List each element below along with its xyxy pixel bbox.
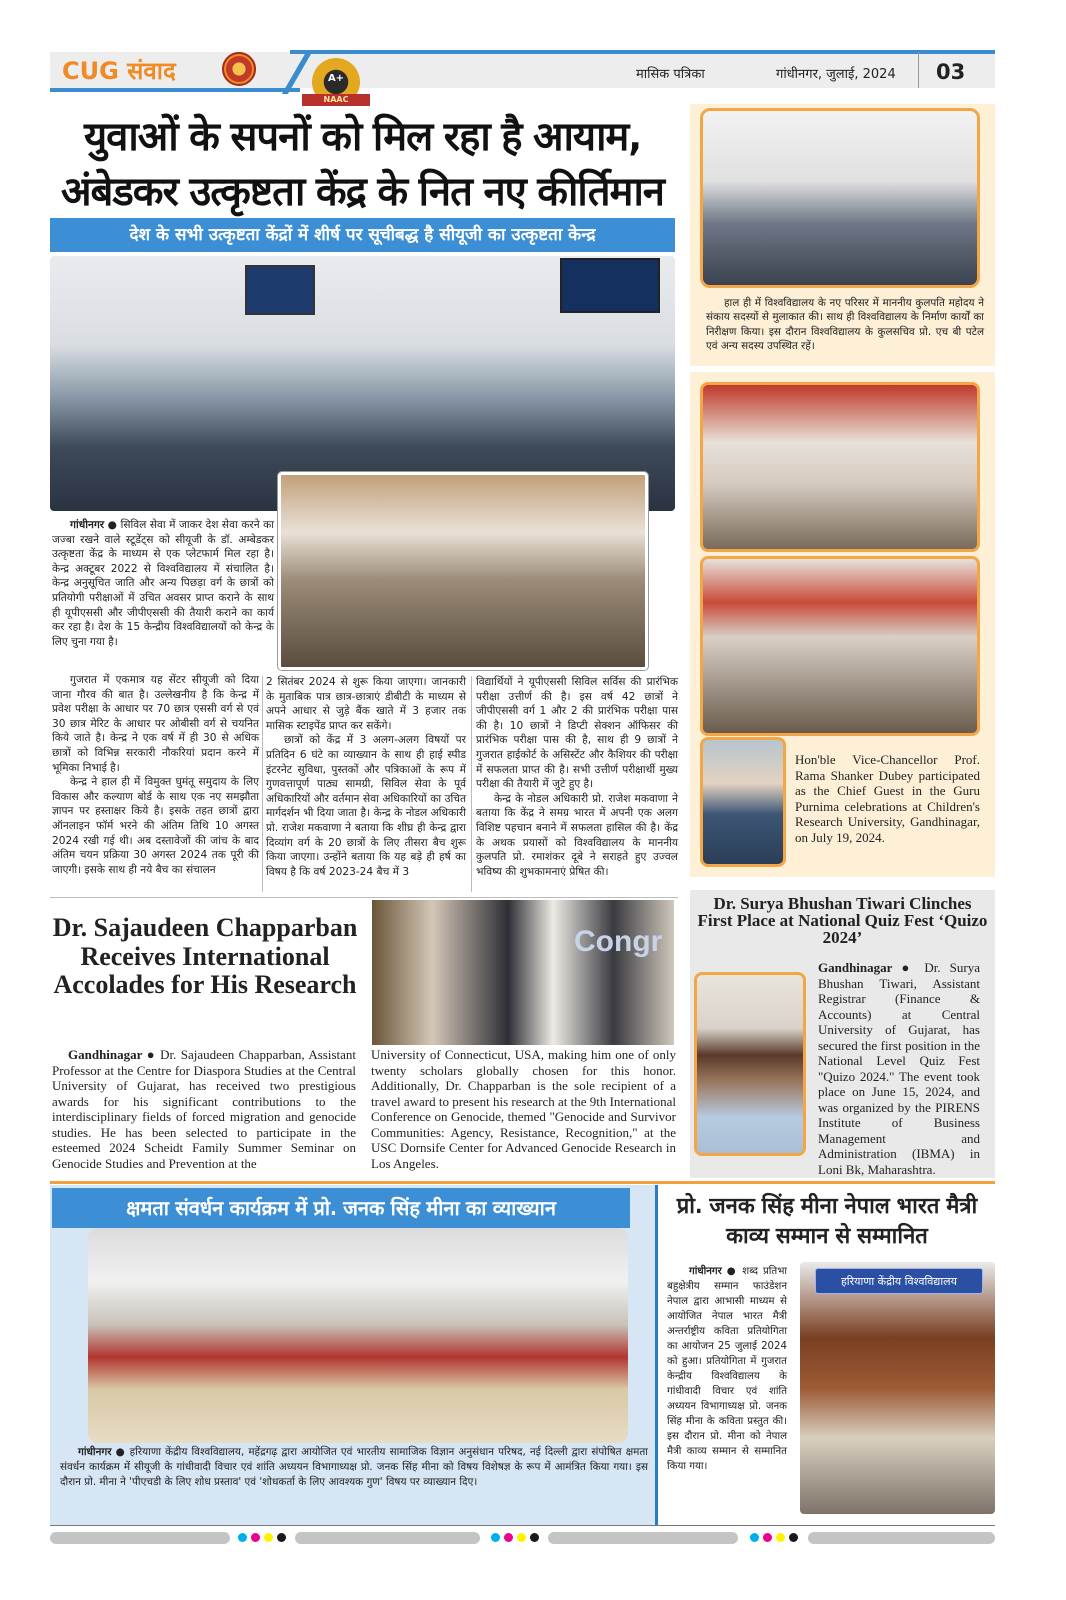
lead-col-2 <box>266 675 466 879</box>
publication-logo: CUG संवाद <box>62 57 176 85</box>
sajaudeen-text-col2: University of Connecticut, USA, making him one of only twenty scholars globally chosen for this honor. Additionally, Dr. Chapparban is the sole recipient of a travel award to present his research at the 9th International Conference on Genocide, themed "Genocide and Survivor Communities: Agency, Resistance, Recognition," at the USC Dornsife Center for Advanced Genocide Research in Los Angeles. <box>371 1047 677 1171</box>
tiwari-dateline: Gandhinagar <box>818 960 893 975</box>
campus-visit-caption: हाल ही में विश्वविद्यालय के नए परिसर में माननीय कुलपति महोदय ने संकाय सदस्यों से मुलाकात की। साथ ही विश्वविद्यालय के निर्माण कार्यों का निरीक्षण किया। इस दौरान विश्वविद्यालय के कुलसचिव प्रो. एच बी पटेल एवं अन्य सदस्य उपस्थित रहें। <box>706 297 984 353</box>
award-ceremony-photo <box>372 900 674 1045</box>
footer-bar <box>548 1532 738 1544</box>
header-divider <box>918 52 919 88</box>
tiwari-portrait-photo <box>694 972 806 1156</box>
registration-dot-black <box>789 1533 798 1542</box>
naac-grade: A+ <box>327 73 345 84</box>
column-rule <box>471 676 472 892</box>
column-rule <box>262 676 263 892</box>
registration-dot-cyan <box>491 1533 500 1542</box>
lamp-lighting-photo <box>700 382 980 552</box>
nepal-headline: प्रो. जनक सिंह मीना नेपाल भारत मैत्री काव्य सम्मान से सम्मानित <box>676 1194 978 1249</box>
lead-headline <box>50 110 675 220</box>
university-seal-icon <box>222 52 256 86</box>
felicitation-photo <box>700 556 980 736</box>
sajaudeen-dateline: Gandhinagar <box>68 1047 143 1062</box>
capacity-dateline: गांधीनगर <box>78 1446 112 1458</box>
naac-ribbon: NAAC <box>302 94 370 106</box>
capacity-text-body: हरियाणा केंद्रीय विश्वविद्यालय, महेंद्रगढ़ द्वारा आयोजित एवं भारतीय सामाजिक विज्ञान अनुसंधान परिषद, नई दिल्ली द्वारा संपोषित क्षमता संवर्धन कार्यक्रम में सीयूजी के गांधीवादी विचार एवं शांति अध्ययन विभागाध्यक्ष प्रो. जनक सिंह मीना को विषय विशेषज्ञ के रूप में आमंत्रित किया गया। इस दौरान प्रो. मीना ने 'पीएचडी के लिए शोध प्रस्ताव' एवं 'शोधकर्ता के लिए आवश्यक गुण' विषय पर व्याख्यान दिए। <box>60 1446 648 1488</box>
publication-type: मासिक पत्रिका <box>636 67 705 82</box>
university-sign: हरियाणा केंद्रीय विश्वविद्यालय <box>815 1268 983 1294</box>
footer-bar <box>808 1532 995 1544</box>
lead-para-4: 2 सितंबर 2024 से शुरू किया जाएगा। जानकारी के मुताबिक पात्र छात्र-छात्राएं डीबीटी के माध्यम से अपने आधार से जुड़े बैंक खाते में 3 हजार तक मासिक स्टाइपेंड प्राप्त कर सकेंगे। <box>266 676 466 732</box>
lead-para-7: केन्द्र के नोडल अधिकारी प्रो. राजेश मकवाणा ने बताया कि केंद्र ने समग्र भारत में अपनी एक अलग विशिष्ट पहचान बनाने में सफलता हासिल की है। केंद्र के अथक प्रयासों को विश्वविद्यालय के माननीय कुलपति प्रो. रमाशंकर दूबे ने सराहते हुए उज्वल भविष्य की शुभकामनाएं प्रेषित की। <box>476 792 678 878</box>
tiwari-text-body: Dr. Surya Bhushan Tiwari, Assistant Registrar (Finance & Accounts) at Central University of Gujarat, has secured the first position in the National Level Quiz Fest "Quizo 2024." The event took place on June 15, 2024, and was organized by the PIRENS Institute of Business Management and Administration (IBMA) in Loni Bk, Maharashtra. <box>818 960 980 1177</box>
registration-dot-cyan <box>750 1533 759 1542</box>
lead-para-1-text: सिविल सेवा में जाकर देश सेवा करने का जज्बा रखने वाले स्टूडेंट्स को सीयूजी के डॉ. अम्बेडकर उत्कृष्टता केंद्र के माध्यम से एक प्लेटफार्म मिल रहा है। केन्द्र अक्टूबर 2022 से विश्वविद्यालय में संचालित है। केन्द्र अनुसूचित जाति और अन्य पिछड़ा वर्ग के छात्रों को प्रतियोगी परीक्षाओं में उचित अवसर प्राप्त कराने के साथ ही यूपीएससी और जीपीएससी की तैयारी कराने का कार्य कर रहा है। देश के 15 केन्द्रीय विश्वविद्यालयों को केन्द्र के लिए चुना गया है। <box>52 519 274 648</box>
registration-dot-cyan <box>238 1533 247 1542</box>
lead-para-6: विद्यार्थियों ने यूपीएससी सिविल सर्विस की प्रारंभिक परीक्षा उत्तीर्ण की है। इस वर्ष 42 छात्रों ने जीपीएससी वर्ग 1 और 2 की प्रारंभिक परीक्षा पास की है। 10 छात्रों ने डिप्टी सेक्शन ऑफिसर की प्रारंभिक परीक्षा पास की है, साथ ही 9 छात्रों ने गुजरात हाईकोर्ट के असिस्टेंट और कैशियर की परीक्षा में सफलता प्राप्त की है। सभी उत्तीर्ण परीक्षार्थी मुख्य परीक्षा की तैयारी में जुटे हुए है। <box>476 676 678 791</box>
vice-chancellor-photo <box>700 737 786 867</box>
masthead-rule-top <box>290 50 995 54</box>
registration-dot-yellow <box>264 1533 273 1542</box>
issue-date: गांधीनगर, जुलाई, 2024 <box>776 67 896 82</box>
award-presentation-photo <box>800 1262 995 1514</box>
lead-para-3: केन्द्र ने हाल ही में विमुक्त घुमंतू समुदाय के लिए विकास और कल्याण बोर्ड के साथ एक नए समझौता ज्ञापन पर हस्ताक्षर किये है। इसके तहत छात्रों द्वारा ऑनलाइन फॉर्म भरने की अंतिम तिथि 10 अगस्त 2024 रखी गई थी। अब दस्तावेजों की जांच के बाद अंतिम चयन प्रक्रिया 30 अगस्त 2024 तक पूरी की जाएगी। इसके साथ ही नये बैच का संचालन <box>52 776 259 876</box>
masthead-rule-bottom <box>50 88 300 92</box>
nepal-text: गांधीनगर ● शब्द प्रतिभा बहुक्षेत्रीय सम्मान फाउंडेशन नेपाल द्वारा आभासी माध्यम से आयोजित नेपाल भारत मैत्री अन्तर्राष्ट्रीय कविता प्रतियोगिता का आयोजन 25 जुलाई 2024 को हुआ। प्रतियोगिता में गुजरात केन्द्रीय विश्वविद्यालय के गांधीवादी विचार एवं शांति अध्ययन विभागाध्यक्ष प्रो. जनक सिंह मीना के कविता प्रस्तुत की। इस दौरान प्रो. मीना को नेपाल मैत्री काव्य सम्मान से सम्मानित किया गया। <box>667 1266 787 1472</box>
lead-para-1: गांधीनगर ● सिविल सेवा में जाकर देश सेवा करने का जज्बा रखने वाले स्टूडेंट्स को सीयूजी के डॉ. अम्बेडकर उत्कृष्टता केंद्र के माध्यम से एक प्लेटफार्म मिल रहा है। केन्द्र अक्टूबर 2022 से विश्वविद्यालय में संचालित है। केन्द्र अनुसूचित जाति और अन्य पिछड़ा वर्ग के छात्रों को प्रतियोगी परीक्षाओं में उचित अवसर प्राप्त कराने के साथ ही यूपीएससी और जीपीएससी की तैयारी कराने का कार्य कर रहा है। देश के 15 केन्द्रीय विश्वविद्यालयों को केन्द्र के लिए चुना गया है। <box>52 519 274 648</box>
registration-dot-black <box>277 1533 286 1542</box>
sajaudeen-text-col1-body: Dr. Sajaudeen Chapparban, Assistant Professor at the Centre for Diaspora Studies at the Central University of Gujarat, has received two prestigious awards for his significant contributions to the interdisciplinary fields of forced migration and genocide studies. He has been selected to participate in the esteemed 2024 Scheidt Family Summer Seminar on Genocide Studies and Prevention at the <box>52 1047 356 1171</box>
registration-dot-magenta <box>763 1533 772 1542</box>
capacity-headline: क्षमता संवर्धन कार्यक्रम में प्रो. जनक सिंह मीना का व्याख्यान <box>52 1188 630 1228</box>
lead-headline-line1: युवाओं के सपनों को मिल रहा है आयाम, <box>83 114 642 160</box>
section-rule <box>50 897 678 898</box>
guru-purnima-caption: Hon'ble Vice-Chancellor Prof. Rama Shanker Dubey participated as the Chief Guest in the Guru Purnima celebrations at Children's Research University, Gandhinagar, on July 19, 2024. <box>795 752 980 845</box>
tiwari-text: Gandhinagar ● Dr. Surya Bhushan Tiwari, Assistant Registrar (Finance & Accounts) at Central University of Gujarat, has secured the first position in the National Level Quiz Fest "Quizo 2024." The event took place on June 15, 2024, and was organized by the PIRENS Institute of Business Management and Administration (IBMA) in Loni Bk, Maharashtra. <box>818 960 980 1177</box>
registration-dot-yellow <box>517 1533 526 1542</box>
inauguration-photo <box>278 472 648 670</box>
lead-para-2: गुजरात में एकमात्र यह सेंटर सीयूजी को दिया जाना गौरव की बात है। उल्लेखनीय है कि केन्द्र में प्रवेश परीक्षा के आधार पर 70 छात्र एससी वर्ग से एवं 30 छात्र मेरिट के आधार पर ओबीसी वर्ग से चयनित किये जाते है। केन्द्र ने एक वर्ष में ही 30 से अधिक छात्रों को विभिन्न सरकारी नौकरियां प्रदान करने में भूमिका निभाई है। <box>52 674 259 774</box>
masthead-slant <box>282 50 312 94</box>
lead-col-1 <box>52 673 259 877</box>
lead-dateline: गांधीनगर <box>70 519 105 531</box>
lead-col-3 <box>476 675 678 879</box>
projection-screen-right <box>560 258 660 313</box>
registration-dot-magenta <box>504 1533 513 1542</box>
lead-headline-line2: अंबेडकर उत्कृष्टता केंद्र के नित नए कीर्तिमान <box>60 169 665 215</box>
footer-bar <box>295 1532 480 1544</box>
footer-bar <box>50 1532 230 1544</box>
registration-dot-black <box>530 1533 539 1542</box>
sajaudeen-text-col1: Gandhinagar ● Dr. Sajaudeen Chapparban, Assistant Professor at the Centre for Diaspora Studies at the Central University of Gujarat, has received two prestigious awards for his significant contributions to the interdisciplinary fields of forced migration and genocide studies. He has been selected to participate in the esteemed 2024 Scheidt Family Summer Seminar on Genocide Studies and Prevention at the <box>52 1047 356 1171</box>
capacity-text: गांधीनगर ● हरियाणा केंद्रीय विश्वविद्यालय, महेंद्रगढ़ द्वारा आयोजित एवं भारतीय सामाजिक विज्ञान अनुसंधान परिषद, नई दिल्ली द्वारा संपोषित क्षमता संवर्धन कार्यक्रम में सीयूजी के गांधीवादी विचार एवं शांति अध्ययन विभागाध्यक्ष प्रो. जनक सिंह मीना को विषय विशेषज्ञ के रूप में आमंत्रित किया गया। इस दौरान प्रो. मीना ने 'पीएचडी के लिए शोध प्रस्ताव' एवं 'शोधकर्ता के लिए आवश्यक गुण' विषय पर व्याख्यान दिए। <box>60 1446 648 1488</box>
lead-subheadline: देश के सभी उत्कृष्टता केंद्रों में शीर्ष पर सूचीबद्ध है सीयूजी का उत्कृष्टता केन्द्र <box>50 218 675 252</box>
nepal-dateline: गांधीनगर <box>689 1266 722 1277</box>
faculty-group-photo <box>700 108 980 288</box>
nepal-text-body: शब्द प्रतिभा बहुक्षेत्रीय सम्मान फाउंडेशन नेपाल द्वारा आभासी माध्यम से आयोजित नेपाल भारत मैत्री अन्तर्राष्ट्रीय कविता प्रतियोगिता का आयोजन 25 जुलाई 2024 को हुआ। प्रतियोगिता में गुजरात केन्द्रीय विश्वविद्यालय के गांधीवादी विचार एवं शांति अध्ययन विभागाध्यक्ष प्रो. जनक सिंह मीना के कविता प्रस्तुत की। इस दौरान प्रो. मीना को नेपाल मैत्री काव्य सम्मान से सम्मानित किया गया। <box>667 1266 787 1472</box>
sajaudeen-headline: Dr. Sajaudeen Chapparban Receives International Accolades for His Research <box>52 913 358 999</box>
conference-room-photo <box>88 1228 628 1443</box>
section-rule-orange <box>50 1181 995 1184</box>
page-number: 03 <box>936 60 966 84</box>
page-bottom-rule <box>50 1525 995 1526</box>
projection-screen-left <box>245 265 315 315</box>
column-rule <box>655 1185 658 1525</box>
registration-dot-magenta <box>251 1533 260 1542</box>
registration-dot-yellow <box>776 1533 785 1542</box>
photo-backdrop-text: Congr <box>574 925 663 958</box>
tiwari-headline: Dr. Surya Bhushan Tiwari Clinches First Place at National Quiz Fest ‘Quizo 2024’ <box>697 894 988 947</box>
lead-para-5: छात्रों को केंद्र में 3 अलग-अलग विषयों पर प्रतिदिन 6 घंटे का व्याख्यान के साथ ही हाई स्पीड इंटरनेट सुविधा, पुस्तकों और पत्रिकाओं के रूप में गुणवत्तापूर्ण पाठ्य सामग्री, सिविल सेवा के पूर्व अधिकारियों और वर्तमान सेवा अधिकारियों का उचित मार्गदर्शन भी दिया जाता है। केन्द्र के नोडल अधिकारी प्रो. राजेश मकवाणा ने बताया कि शीघ्र ही केन्द्र द्वारा दिव्यांग वर्ग के 20 छात्रों के लिए तीसरा बैच शुरू किया जाएगा। उन्होंने बताया कि यह बड़े ही हर्ष का विषय है कि वर्ष 2023-24 बैच में 3 <box>266 734 466 878</box>
